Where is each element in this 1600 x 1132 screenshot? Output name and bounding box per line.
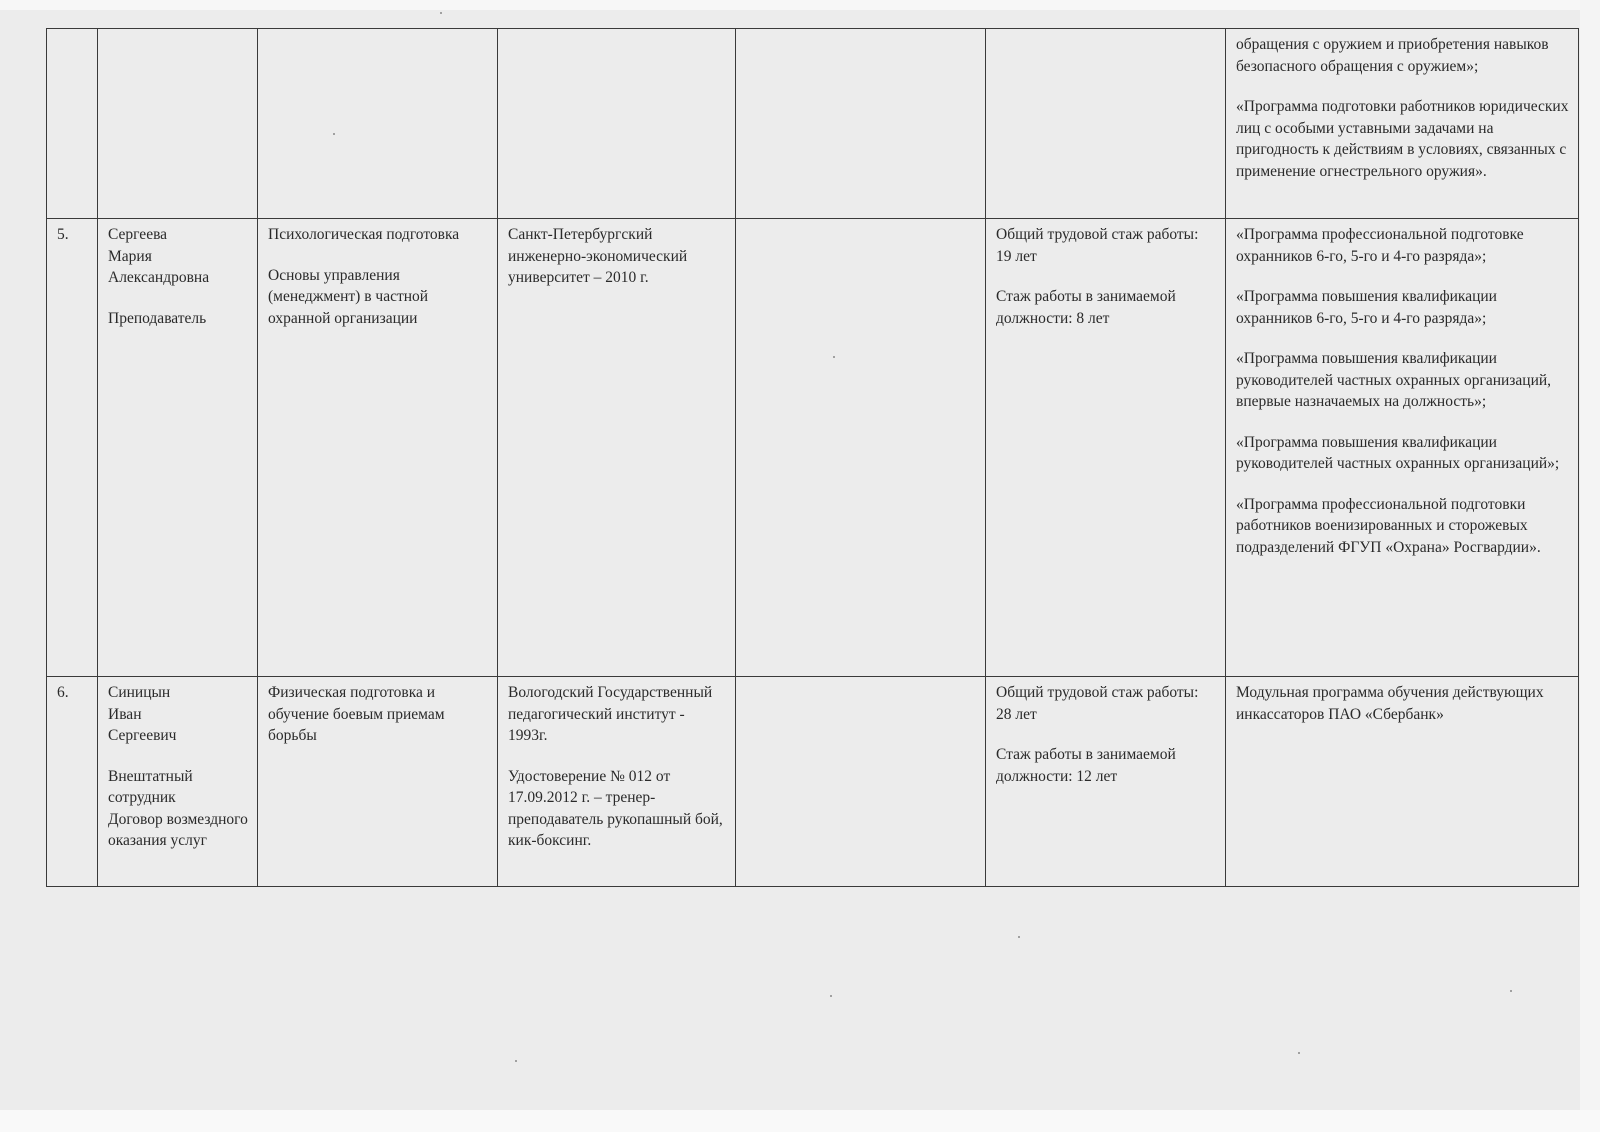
education-text: Санкт-Петербургский инженерно-экономический университет – 2010 г.: [508, 226, 688, 286]
cell-experience: [986, 219, 1226, 677]
patronymic: Александровна: [108, 269, 210, 286]
cell-programs: [1226, 677, 1579, 887]
scan-speck: [1298, 1052, 1300, 1054]
cell-subjects: [258, 219, 498, 677]
table-row: [47, 219, 1579, 677]
staff-table: [46, 28, 1579, 887]
position: Преподаватель: [108, 309, 207, 327]
contract-type: Договор возмездного оказания услуг: [108, 810, 248, 849]
scan-speck: [830, 995, 832, 997]
row-number: 5.: [47, 219, 98, 677]
cell-experience: [986, 29, 1226, 219]
table-row-continuation: [47, 29, 1579, 219]
position: Внештатный сотрудник: [108, 767, 193, 806]
scan-speck: [833, 356, 835, 358]
program-text: «Программа повышения квалификации руководителей частных охранных организаций»;: [1236, 433, 1560, 472]
scan-speck: [333, 133, 335, 135]
cell-subjects: [258, 29, 498, 219]
subject-text: Психологическая подготовка: [268, 226, 460, 243]
cell-experience: [986, 677, 1226, 887]
program-text: «Программа профессиональной подготовки работников военизированных и сторожевых подразделений ФГУП «Охрана» Росгвардии».: [1236, 495, 1541, 556]
program-text: «Программа профессиональной подготовке охранников 6-го, 5-го и 4-го разряда»;: [1236, 226, 1524, 265]
first-name: Мария: [108, 247, 152, 265]
scan-speck: [1510, 990, 1512, 992]
subject-text: Физическая подготовка и обучение боевым приемам борьбы: [268, 684, 445, 744]
scan-speck: [440, 12, 442, 14]
cell-name: [98, 677, 258, 887]
cell-education: [498, 677, 736, 887]
table-row: [47, 677, 1579, 887]
cell-programs: [1226, 29, 1579, 219]
education-text: Вологодский Государственный педагогический институт - 1993г.: [508, 684, 713, 744]
cell-num: [47, 29, 98, 219]
experience-text: Общий трудовой стаж работы: 19 лет: [996, 226, 1199, 265]
experience-text: Стаж работы в занимаемой должности: 8 лет: [996, 288, 1176, 327]
surname: Синицын: [108, 684, 171, 701]
experience-text: Общий трудовой стаж работы: 28 лет: [996, 684, 1199, 723]
experience-text: Стаж работы в занимаемой должности: 12 лет: [996, 746, 1176, 785]
page-top-edge: [0, 0, 1600, 10]
page-right-edge: [1580, 0, 1600, 1132]
program-text: «Программа повышения квалификации охранников 6-го, 5-го и 4-го разряда»;: [1236, 288, 1497, 327]
first-name: Иван: [108, 705, 142, 723]
subject-text: Основы управления (менеджмент) в частной охранной организации: [268, 266, 429, 327]
cell-extra: [736, 677, 986, 887]
patronymic: Сергеевич: [108, 727, 177, 744]
scan-speck: [1018, 936, 1020, 938]
row-number: 6.: [47, 677, 98, 887]
cell-extra: [736, 29, 986, 219]
cell-subjects: [258, 677, 498, 887]
cell-name: [98, 219, 258, 677]
scan-speck: [515, 1060, 517, 1062]
certificate-text: Удостоверение № 012 от 17.09.2012 г. – тренер-преподаватель рукопашный бой, кик-боксинг.: [508, 767, 723, 849]
program-text: «Программа повышения квалификации руководителей частных охранных организаций, впервые назначаемых на должность»;: [1236, 350, 1552, 410]
surname: Сергеева: [108, 226, 168, 243]
program-text: Модульная программа обучения действующих инкассаторов ПАО «Сбербанк»: [1236, 684, 1544, 723]
cell-education: [498, 29, 736, 219]
cell-programs: [1226, 219, 1579, 677]
cell-extra: [736, 219, 986, 677]
program-text: «Программа подготовки работников юридических лиц с особыми уставными задачами на пригодность к действиям в условиях, связанных с применение огнестрельного оружия».: [1236, 98, 1569, 180]
program-text: обращения с оружием и приобретения навыков безопасного обращения с оружием»;: [1236, 36, 1549, 75]
page-bottom-edge: [0, 1110, 1600, 1132]
cell-name: [98, 29, 258, 219]
cell-education: [498, 219, 736, 677]
